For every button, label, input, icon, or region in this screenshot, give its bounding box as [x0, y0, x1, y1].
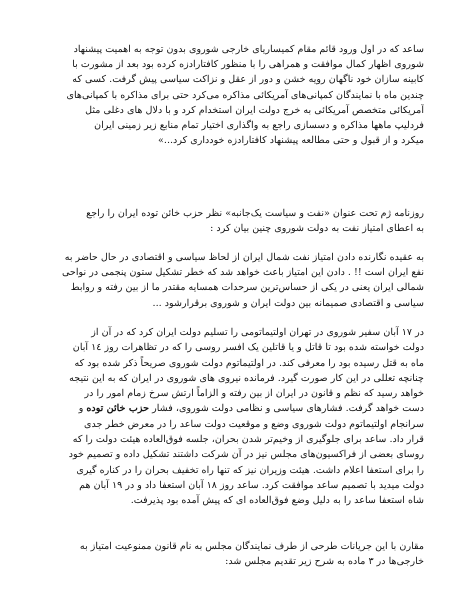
text-line: در ۱۷ آبان سفیر شوروی در تهران اولتیماتومی را تسلیم دولت ایران کرد که در آن از: [91, 327, 424, 338]
text-line: دولت خواسته شده بود تا قاتل و یا قاتلین یک افسر روسی را که در تظاهرات روز ۱٤ آبان: [72, 342, 424, 354]
text-line: ماه به قتل رسیده بود را معرفی کند. در اولتیماتوم دولت شوروی صریحاً ذکر شده بود که: [74, 357, 424, 369]
text-line: شاه استعفا ساعد را به دلیل وضع فوق‌العاده ای که پیش آمده بود پذیرفت.: [130, 495, 424, 507]
text-line: روزنامه ژم تحت عنوان «نفت و سیاست یک‌جانبه» نظر حزب خائن توده ایران را راجع: [86, 208, 424, 219]
text-line: میکرد و از قبول و حتی مطالعه پیشنهاد کافتارادزه خودداری کرد...»: [158, 135, 424, 147]
text-line: کابینه سازان خود ناگهان رویه خشن و دور از عقل و نزاکت سیاسی پیش گرفت. کسی که: [72, 74, 424, 86]
paragraph-newspaper-intro: [40, 206, 424, 236]
text-line: روسای بعضی از فراکسیون‌های مجلس نیز در آن شرکت داشتند تشکیل داده و تصمیم خود: [68, 449, 424, 461]
text-line: قرار داد. ساعد برای جلوگیری از وخیم‌تر شدن بحران، جلسه فوق‌العاده هیئت دولت را که: [72, 434, 424, 446]
text-line: به اعطای امتیاز نفت به دولت شوروی چنین بیان کرد :: [210, 223, 424, 235]
text-line: سرانجام اولتیماتوم دولت شوروی وضع و موقعیت دولت ساعد را در معرض خطر جدی: [84, 418, 424, 430]
text-line: آمریکائی متخصص آمریکائی به خرج دولت ایران استخدام کرد و با دلال های دغلی مثل: [85, 104, 424, 116]
text-line: شمالی ایران یعنی در یکی از حساس‌ترین سرحدات همسایه مقتدر ما از بین رفته و روابط: [70, 282, 424, 294]
text-line: فردلیپ ماهها مذاکره و دسسازی راجع به واگذاری اختیار تمام منابع زیر زمینی ایران: [94, 120, 424, 132]
text-line: ساعد که در اول ورود قائم مقام کمیساریای خارجی شوروی بدون توجه به اهمیت پیشنهاد: [73, 44, 424, 55]
text-line: خواهد رسید که نظم و قانون در ایران از بین رفته و الزاماً ارتش سرخ زمام امور را در: [84, 388, 424, 400]
text-line: چندین ماه با نمایندگان کمپانی‌های آمریکائی مذاکره می‌کرد حتی برای مذاکره با کمپانی‌های: [66, 89, 424, 101]
text-line: را برای استعفا اعلام داشت. هیئت وزیران نیز که تنها راه تخفیف بحران را در کناره گیری: [76, 464, 424, 476]
text-segment: و: [78, 403, 87, 415]
paragraph-quoted-opinion: [40, 250, 424, 311]
text-line: شوروی اظهار کمال موافقت و همراهی را با منظور کافتارادزه کرده بود بعد از مشورت با: [72, 59, 424, 71]
text-segment: دست خواهد گرفت. فشارهای سیاسی و نظامی دولت شوروی، فشار: [149, 403, 424, 415]
paragraph-ultimatum: [40, 325, 424, 509]
text-line: به عقیده نگارنده دادن امتیاز نفت شمال ایران از لحاظ سیاسی و اقتصادی در حال حاضر به: [64, 252, 424, 263]
text-line: خارجی‌ها در ۳ ماده به شرح زیر تقدیم مجلس شد:: [225, 556, 424, 568]
paragraph-bill-proposal: [40, 539, 424, 569]
bold-phrase: حزب خائن توده: [86, 403, 150, 415]
text-line: مقارن با این جریانات طرحی از طرف نمایندگان مجلس به نام قانون ممنوعیت امتیاز به: [79, 541, 424, 552]
text-line: چنانچه تعللی در این کار صورت گیرد. فرمانده نیروی های شوروی در ایران که به این نتیجه: [69, 372, 424, 384]
paragraph-saed-negotiations: [40, 42, 424, 148]
text-line: سیاسی و اقتصادی صمیمانه بین دولت ایران و شوروی برقرارشود ...: [152, 297, 424, 309]
text-line: نفع ایران است !! . دادن این امتیاز باعث خواهد شد که خطر تشکیل ستون پنجمی در نواحی: [61, 267, 424, 279]
text-line-with-bold: [40, 401, 424, 416]
text-line: دولت میدید با تصمیم ساعد موافقت کرد. ساعد روز ۱۸ آبان استعفا داد و در ۱۹ آبان هم: [79, 479, 424, 491]
